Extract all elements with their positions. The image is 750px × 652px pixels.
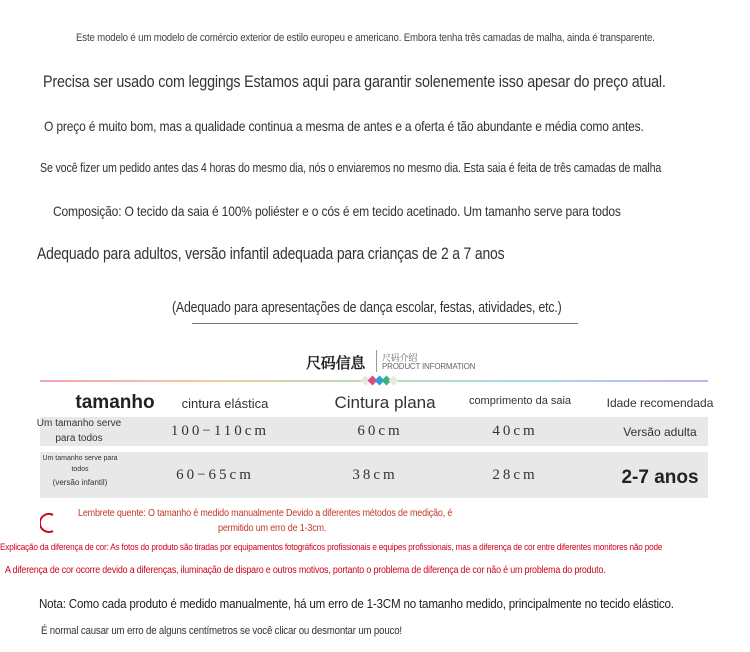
description-line-5: Composição: O tecido da saia é 100% poliéster e o cós é em tecido acetinado. Um tamanho serve para todos (53, 203, 621, 219)
row2-flat-waist: 38cm (352, 467, 398, 483)
header-size: tamanho (75, 392, 155, 413)
header-recommended-age: Idade recomendada (606, 396, 714, 410)
row1-flat-waist: 60cm (357, 423, 403, 439)
header-elastic-waist: cintura elástica (181, 396, 269, 411)
color-notice-line-2: A diferença de cor ocorre devido a diferenças, iluminação de disparo e outros motivos, portanto o problema de diferença de cor não é um problema do produto. (5, 565, 606, 576)
header-skirt-length: comprimento da saia (468, 395, 572, 407)
description-line-1: Este modelo é um modelo de comércio exterior de estilo europeu e americano. Embora tenha três camadas de malha, ainda é transparente. (76, 32, 655, 44)
row2-age: 2-7 anos (621, 467, 699, 488)
description-line-6: Adequado para adultos, versão infantil adequada para crianças de 2 a 7 anos (37, 244, 505, 263)
row2-size-note: (versão infantil) (52, 478, 108, 487)
description-line-2: Precisa ser usado com leggings Estamos aqui para garantir solenemente isso apesar do preço atual. (43, 72, 666, 91)
row1-skirt-length: 40cm (492, 423, 538, 439)
size-chart-subtitle-en: PRODUCT INFORMATION (382, 362, 476, 371)
size-chart-title: 尺码信息 (306, 355, 366, 372)
decor-diamond-icon (389, 376, 399, 386)
row2-size: Um tamanho serve para todos (42, 455, 118, 473)
measurement-note-2: É normal causar um erro de alguns centímetros se você clicar ou desmontar um pouco! (41, 625, 402, 637)
measurement-note: Nota: Como cada produto é medido manualmente, há um erro de 1-3CM no tamanho medido, principalmente no tecido elástico. (39, 596, 674, 611)
header-flat-waist: Cintura plana (334, 393, 436, 412)
description-line-4: Se você fizer um pedido antes das 4 horas do mesmo dia, nós o enviaremos no mesmo dia. Esta saia é feita de três camadas de malha (40, 160, 662, 175)
size-chart-title-divider (376, 350, 377, 372)
row2-skirt-length: 28cm (492, 467, 538, 483)
row1-size: Um tamanho serve para todos (36, 418, 122, 444)
description-line-3: O preço é muito bom, mas a qualidade continua a mesma de antes e a oferta é tão abundante e média como antes. (44, 118, 644, 134)
reminder-line-2: permitido um erro de 1-3cm. (218, 523, 327, 534)
description-line-7: (Adequado para apresentações de dança escolar, festas, atividades, etc.) (172, 299, 562, 316)
reminder-line-1: Lembrete quente: O tamanho é medido manualmente Devido a diferentes métodos de medição, é (78, 508, 453, 519)
description-underline (192, 323, 578, 324)
color-notice-line-1: Explicação da diferença de cor: As fotos do produto são tiradas por equipamentos fotográficos profissionais e equipes profissionais, mas a diferença de cor entre diferentes monitores não pode (0, 542, 663, 552)
row1-elastic-waist: 100−110cm (170, 423, 270, 439)
row2-elastic-waist: 60−65cm (176, 467, 254, 483)
size-chart-subtitle-cn: 尺码介绍 (382, 353, 418, 363)
row1-age: Versão adulta (623, 425, 697, 439)
reminder-arc-icon (40, 512, 56, 534)
